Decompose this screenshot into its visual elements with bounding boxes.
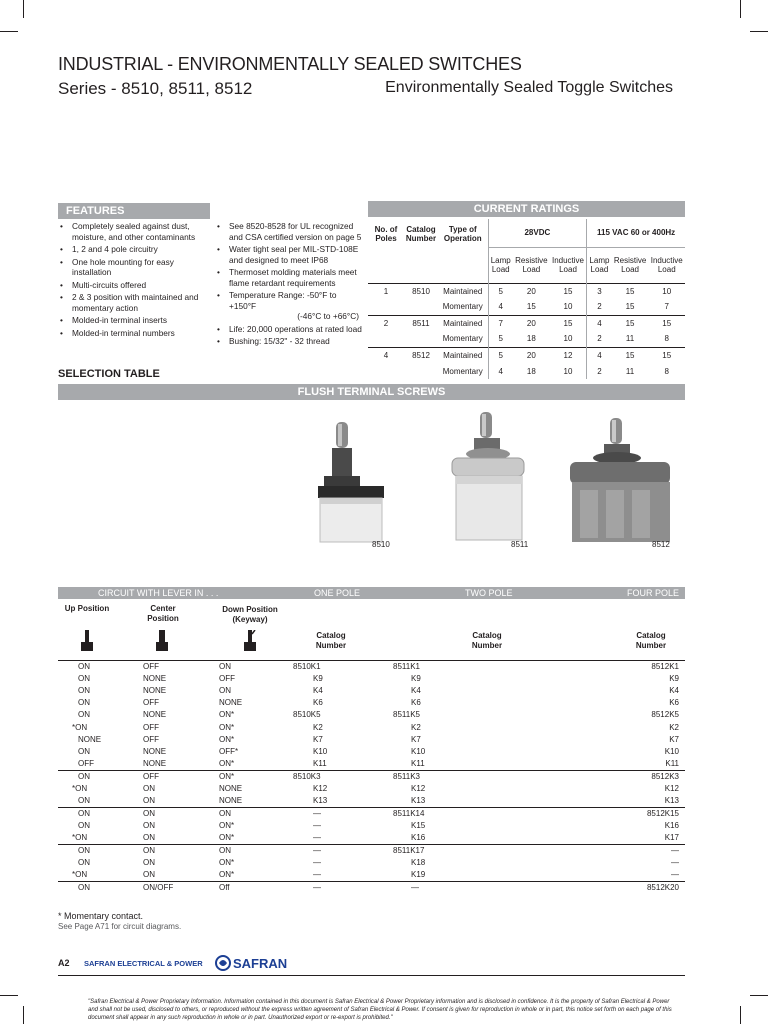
cell-center: ON — [143, 833, 155, 843]
lever-center-icon — [155, 630, 169, 652]
cell: 5 — [488, 347, 513, 363]
cell-two-pole: K18 — [411, 858, 426, 868]
col-type: Type of Operation — [438, 219, 488, 283]
cell-up: ON — [58, 845, 118, 858]
cell-up: ON — [78, 698, 90, 708]
cell-center: ON — [118, 845, 193, 858]
table-row — [58, 808, 685, 821]
cell-down: ON* — [219, 710, 235, 720]
cell: 15 — [649, 315, 686, 331]
cell: 8 — [664, 366, 669, 376]
cell-down: Off — [193, 882, 293, 895]
center-position-heading: Center Position — [147, 604, 179, 623]
features-heading: FEATURES — [58, 203, 210, 219]
crop-mark — [23, 0, 24, 18]
ratings-row — [368, 331, 685, 347]
sub-head: Inductive Load — [649, 247, 686, 283]
dc-heading: 28VDC — [488, 219, 587, 247]
cell-center: ON — [143, 784, 155, 794]
cell-one-pole: K6 — [313, 698, 323, 708]
cell: 10 — [550, 299, 587, 315]
cell-one-pole: K13 — [313, 796, 328, 806]
feature-item: • Water tight seal per MIL-STD-108E and designed to meet IP68 — [215, 244, 365, 265]
cell: 15 — [649, 347, 686, 363]
cell: 20 — [513, 347, 550, 363]
up-position-heading: Up Position — [64, 604, 110, 613]
cell-center: ON/OFF — [118, 882, 193, 895]
cell-two-pole: K4 — [411, 686, 421, 696]
sub-head: Lamp Load — [488, 247, 513, 283]
feature-item: • Bushing: 15/32" - 32 thread — [215, 336, 365, 347]
two-pole-heading: TWO POLE — [465, 588, 513, 598]
table-row — [58, 832, 685, 845]
cell-down: OFF* — [219, 746, 239, 756]
cell-one-pole: 8510K1 — [293, 661, 393, 674]
cell-up: ON — [78, 710, 90, 720]
cell-one-pole: — — [313, 858, 321, 868]
cell: 5 — [488, 283, 513, 299]
cell: 8512 — [404, 347, 438, 363]
table-row — [58, 857, 685, 869]
feature-item: • 2 & 3 position with maintained and momentary action — [58, 292, 208, 313]
cell-up: ON — [58, 882, 118, 895]
catalog-number-heading: Catalog Number — [635, 631, 667, 650]
cell — [368, 363, 404, 379]
series-title: Series - 8510, 8511, 8512 — [58, 79, 253, 98]
crop-mark — [740, 1006, 741, 1024]
cell: 2 — [368, 315, 404, 331]
cell-center: ON — [143, 796, 155, 806]
table-row — [58, 709, 685, 721]
table-row — [58, 770, 685, 783]
flush-terminal-heading: FLUSH TERMINAL SCREWS — [58, 384, 685, 400]
table-row — [58, 673, 685, 685]
cell-center: OFF — [118, 770, 193, 783]
cell-four-pole: 8512K5 — [651, 710, 679, 720]
cell-up: ON — [78, 746, 90, 756]
one-pole-heading: ONE POLE — [314, 588, 361, 598]
cell-two-pole: K11 — [411, 758, 425, 768]
cell-two-pole: K16 — [411, 833, 426, 843]
lever-up-icon — [80, 630, 94, 652]
cell-one-pole: — — [313, 833, 321, 843]
company-name: SAFRAN ELECTRICAL & POWER — [84, 959, 203, 968]
cell-two-pole: K15 — [411, 821, 426, 831]
cell-four-pole: K4 — [669, 686, 679, 696]
feature-item: • Completely sealed against dust, moisture, and other contaminants — [58, 221, 208, 242]
table-row — [58, 685, 685, 697]
cell-up: ON — [78, 821, 90, 831]
cell-one-pole: — — [313, 870, 321, 880]
footer-divider — [58, 975, 685, 976]
cell-center: NONE — [143, 710, 167, 720]
cell: 15 — [550, 283, 587, 299]
cell-down: ON* — [219, 722, 235, 732]
cell-two-pole: K12 — [411, 784, 426, 794]
cell: Maintained — [438, 283, 488, 299]
table-row — [58, 783, 685, 795]
cell: 1 — [368, 283, 404, 299]
cell-two-pole: K7 — [411, 734, 421, 744]
cell-one-pole: — — [293, 808, 393, 821]
cell: 11 — [625, 366, 635, 376]
cell: 12 — [550, 347, 587, 363]
cell: 15 — [625, 302, 635, 312]
cell: 2 — [597, 366, 602, 376]
cell-up: ON — [78, 674, 90, 684]
cell-down: ON — [219, 686, 231, 696]
cell: Maintained — [438, 315, 488, 331]
page-number: A2 — [58, 958, 70, 968]
crop-mark — [750, 31, 768, 32]
cell-two-pole: K6 — [411, 698, 421, 708]
cell: 4 — [368, 347, 404, 363]
table-row — [58, 746, 685, 758]
cell-four-pole: K10 — [664, 746, 679, 756]
table-row — [58, 722, 685, 734]
cell-center: NONE — [143, 686, 167, 696]
sub-head: Lamp Load — [587, 247, 612, 283]
switch-8510-photo — [312, 418, 392, 550]
table-row — [58, 734, 685, 746]
cell-four-pole: K6 — [669, 698, 679, 708]
cell: 20 — [513, 283, 550, 299]
cell: 5 — [498, 334, 503, 344]
cell-down: OFF — [219, 674, 235, 684]
crop-mark — [740, 0, 741, 18]
circuit-header-bar — [58, 587, 685, 599]
cell: 10 — [550, 331, 587, 347]
table-row — [58, 882, 685, 895]
feature-item: • Molded-in terminal numbers — [58, 328, 208, 339]
cell-up: *ON — [72, 784, 88, 794]
cell-down: NONE — [219, 796, 243, 806]
crop-mark — [0, 31, 18, 32]
cell-center: ON — [118, 808, 193, 821]
cell-center: NONE — [143, 758, 167, 768]
ratings-row — [368, 299, 685, 315]
cell-four-pole: K2 — [669, 722, 679, 732]
cell-down: ON* — [193, 770, 293, 783]
cell-one-pole: — — [293, 845, 393, 858]
cell-center: ON — [143, 858, 155, 868]
cell: 2 — [597, 334, 602, 344]
cell: 15 — [526, 302, 536, 312]
cell-one-pole: — — [293, 882, 393, 895]
cell-center: NONE — [143, 746, 167, 756]
cell-two-pole: — — [393, 882, 578, 895]
cell: 8511 — [404, 315, 438, 331]
cell-center: OFF — [143, 722, 159, 732]
cell-four-pole: K7 — [669, 734, 679, 744]
page-subtitle: Environmentally Sealed Toggle Switches — [385, 79, 673, 96]
cell-down: ON* — [219, 870, 235, 880]
cell-one-pole: K9 — [313, 674, 323, 684]
cell-two-pole: 8511K3 — [393, 770, 578, 783]
crop-mark — [750, 995, 768, 996]
cell-two-pole: 8511K14 — [393, 808, 578, 821]
cell-up: ON — [78, 686, 90, 696]
cell-two-pole: 8511K1 — [393, 661, 578, 674]
cell-down: ON* — [219, 858, 235, 868]
cell-down: ON — [193, 808, 293, 821]
feature-item: • Life: 20,000 operations at rated load — [215, 324, 365, 335]
cell-four-pole: K11 — [665, 758, 679, 768]
lever-down-icon — [243, 630, 257, 652]
momentary-footnote: * Momentary contact. — [58, 911, 144, 921]
cell-up: ON — [58, 808, 118, 821]
cell-four-pole: K9 — [669, 674, 679, 684]
cell: 10 — [649, 283, 686, 299]
cell-two-pole: 8511K5 — [393, 710, 420, 720]
crop-mark — [0, 995, 18, 996]
catalog-number-heading: Catalog Number — [471, 631, 503, 650]
ratings-row — [368, 283, 685, 299]
cell: 8510 — [404, 283, 438, 299]
cell: 4 — [498, 366, 503, 376]
ratings-row — [368, 315, 685, 331]
cell-two-pole: K13 — [411, 796, 426, 806]
temperature-range-f: Temperature Range: -50°F to +150°F — [229, 290, 337, 311]
legal-notice: "Safran Electrical & Power Proprietary Information. Information contained in this document is Safran Electrical & Power Proprietary information and is disclosed in confidence. It is the property of Safran Electrical & Power and shall not be used, disclosed to others, or reproduced without the express written agreement of Safran Electrical & Power. If consent is given for reproduction in whole or in part, this notice set forth on each page of this document shall appear in any such reproduction in whole or in part. Unauthorized export or re-export is prohibited." — [88, 999, 672, 1021]
table-row — [58, 869, 685, 882]
sub-head: Resistive Load — [513, 247, 550, 283]
cell: 2 — [597, 302, 602, 312]
col-catalog: Catalog Number — [405, 225, 437, 243]
cell-center: OFF — [143, 734, 159, 744]
sub-head: Resistive Load — [612, 247, 649, 283]
cell: 15 — [612, 347, 649, 363]
cell: 11 — [625, 334, 635, 344]
cell-up: ON — [78, 796, 90, 806]
cell: 8 — [664, 334, 669, 344]
cell-down: NONE — [219, 784, 243, 794]
cell-up: NONE — [78, 734, 102, 744]
photo-label: 8512 — [652, 540, 670, 549]
current-ratings-heading: CURRENT RATINGS — [368, 201, 685, 217]
cell-four-pole: 8512K3 — [578, 770, 685, 783]
cell: 4 — [498, 302, 503, 312]
crop-mark — [23, 1006, 24, 1024]
cell-up: OFF — [78, 758, 94, 768]
cell-four-pole: — — [671, 870, 679, 880]
cell-one-pole: K12 — [313, 784, 328, 794]
cell: 7 — [488, 315, 513, 331]
cell: 7 — [664, 302, 669, 312]
cell: 15 — [612, 315, 649, 331]
feature-item: • Multi-circuits offered — [58, 280, 208, 291]
features-list-right — [215, 221, 365, 349]
cell-down: ON* — [219, 758, 235, 768]
cell-one-pole: — — [313, 821, 321, 831]
cell-center: OFF — [143, 698, 159, 708]
circuit-table — [58, 660, 685, 894]
cell-up: ON — [78, 858, 90, 868]
lever-heading: CIRCUIT WITH LEVER IN . . . — [98, 588, 219, 598]
cell: 20 — [513, 315, 550, 331]
cell: Maintained — [438, 347, 488, 363]
cell-down: NONE — [219, 698, 243, 708]
ratings-row — [368, 347, 685, 363]
switch-8511-photo — [446, 410, 532, 550]
cell-up: *ON — [72, 722, 88, 732]
cell-down: ON* — [219, 833, 235, 843]
cell-two-pole: K9 — [411, 674, 421, 684]
photo-label: 8511 — [511, 540, 529, 549]
cell-one-pole: K11 — [313, 758, 327, 768]
feature-item: • One hole mounting for easy installation — [58, 257, 208, 278]
cell-two-pole: K19 — [411, 870, 426, 880]
cell — [368, 299, 404, 315]
cell: 18 — [526, 334, 536, 344]
cell — [404, 299, 438, 315]
catalog-number-heading: Catalog Number — [315, 631, 347, 650]
cell: 4 — [587, 347, 612, 363]
feature-item: • Molded-in terminal inserts — [58, 315, 208, 326]
cell-one-pole: K10 — [313, 746, 328, 756]
cell-down: ON — [193, 661, 293, 674]
circuit-diagram-note: See Page A71 for circuit diagrams. — [58, 922, 182, 931]
cell-four-pole: 8512K20 — [578, 882, 685, 895]
cell-two-pole: 8511K17 — [393, 845, 578, 858]
cell-two-pole: K10 — [411, 746, 426, 756]
cell-four-pole: K16 — [664, 821, 679, 831]
cell: Momentary — [438, 363, 488, 379]
feature-item-temperature — [215, 290, 365, 322]
down-position-heading: Down Position (Keyway) — [222, 605, 278, 624]
cell-up: ON — [58, 661, 118, 674]
cell-one-pole: K2 — [313, 722, 323, 732]
photo-label: 8510 — [372, 540, 390, 549]
cell: 18 — [526, 366, 536, 376]
cell-one-pole: 8510K3 — [293, 770, 393, 783]
cell-four-pole: — — [671, 858, 679, 868]
table-row — [58, 845, 685, 858]
cell-down: ON — [193, 845, 293, 858]
cell — [404, 363, 438, 379]
selection-table-title: SELECTION TABLE — [58, 368, 160, 380]
table-row — [58, 795, 685, 808]
ratings-row — [368, 363, 685, 379]
safran-logo-icon — [215, 953, 287, 973]
cell-center: NONE — [143, 674, 167, 684]
cell — [404, 331, 438, 347]
col-poles: No. of Poles — [374, 225, 398, 243]
cell-four-pole: K13 — [664, 796, 679, 806]
cell: 4 — [587, 315, 612, 331]
cell-one-pole: K4 — [313, 686, 323, 696]
features-list-left — [58, 221, 208, 340]
table-row — [58, 758, 685, 771]
cell: 15 — [550, 315, 587, 331]
cell-one-pole: K7 — [313, 734, 323, 744]
cell-four-pole: — — [578, 845, 685, 858]
cell-center: ON — [143, 870, 155, 880]
cell — [368, 331, 404, 347]
table-row — [58, 820, 685, 832]
cell-four-pole: 8512K15 — [578, 808, 685, 821]
cell: 10 — [550, 363, 587, 379]
cell-one-pole: 8510K5 — [293, 710, 321, 720]
switch-8512-photo — [566, 416, 676, 550]
feature-item: • 1, 2 and 4 pole circuitry — [58, 244, 208, 255]
cell: 15 — [612, 283, 649, 299]
cell: 3 — [587, 283, 612, 299]
cell-four-pole: K12 — [664, 784, 679, 794]
feature-item: • Thermoset molding materials meet flame retardant requirements — [215, 267, 365, 288]
temperature-range-c: (-46°C to +66°C) — [297, 311, 359, 321]
cell-down: ON* — [219, 734, 235, 744]
cell-four-pole: K17 — [664, 833, 679, 843]
current-ratings-table — [368, 219, 685, 379]
cell-center: ON — [143, 821, 155, 831]
sub-head: Inductive Load — [550, 247, 587, 283]
page-title: INDUSTRIAL - ENVIRONMENTALLY SEALED SWITCHES — [58, 54, 522, 74]
cell-up: *ON — [72, 870, 88, 880]
table-row — [58, 661, 685, 674]
logo-wordmark: SAFRAN — [233, 956, 287, 971]
cell-two-pole: K2 — [411, 722, 421, 732]
ac-heading: 115 VAC 60 or 400Hz — [597, 228, 676, 238]
cell-up: *ON — [72, 833, 88, 843]
cell-down: ON* — [219, 821, 235, 831]
cell-four-pole: 8512K1 — [578, 661, 685, 674]
feature-item: • See 8520-8528 for UL recognized and CSA certified version on page 5 — [215, 221, 365, 242]
four-pole-heading: FOUR POLE — [626, 588, 679, 598]
cell-center: OFF — [118, 661, 193, 674]
cell: Momentary — [438, 299, 488, 315]
table-row — [58, 697, 685, 709]
cell: Momentary — [438, 331, 488, 347]
cell-up: ON — [58, 770, 118, 783]
